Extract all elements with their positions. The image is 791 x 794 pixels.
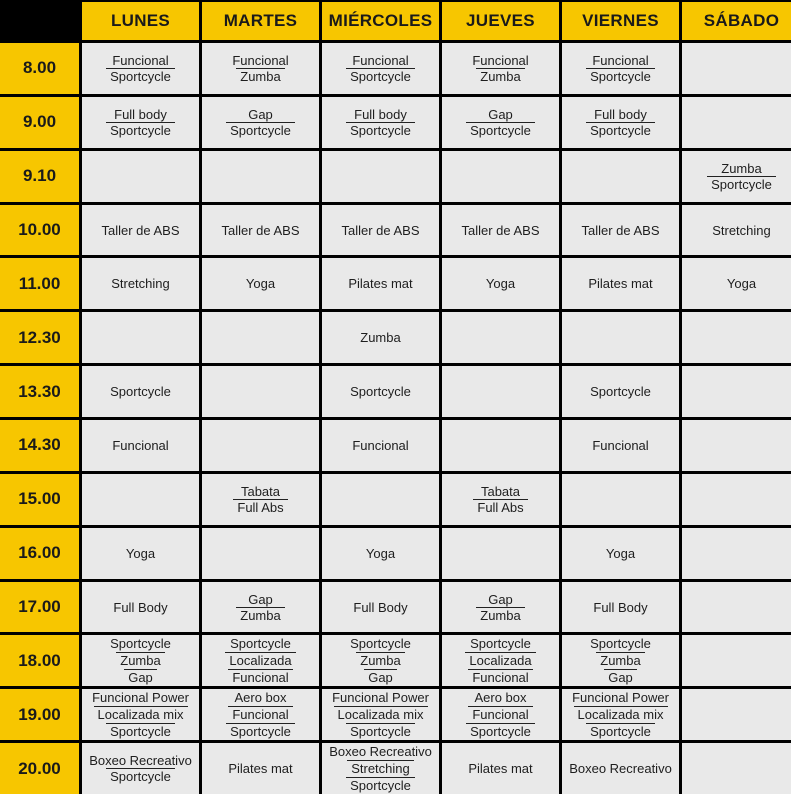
schedule-cell	[682, 205, 791, 256]
day-header-miercoles: MIÉRCOLES	[322, 2, 439, 40]
time-slot-label: 14.30	[0, 420, 79, 471]
class-name: Full Abs	[233, 499, 287, 515]
class-name: Taller de ABS	[101, 222, 180, 238]
class-name: Tabata	[240, 483, 281, 499]
class-name: Gap	[124, 669, 157, 686]
schedule-cell	[562, 635, 679, 686]
class-name: Full Body	[593, 599, 648, 615]
time-slot-label: 12.30	[0, 312, 79, 363]
schedule-cell	[442, 43, 559, 94]
schedule-cell	[202, 97, 319, 148]
schedule-cell	[682, 258, 791, 309]
class-name: Zumba	[236, 68, 284, 84]
schedule-cell-empty	[682, 312, 791, 363]
class-name: Sportcycle	[466, 122, 535, 138]
class-name: Funcional	[352, 52, 409, 68]
day-header-viernes: VIERNES	[562, 2, 679, 40]
schedule-cell	[202, 743, 319, 794]
time-slot-label: 19.00	[0, 689, 79, 740]
class-name: Sportcycle	[586, 68, 655, 84]
schedule-cell	[82, 528, 199, 579]
class-name: Pilates mat	[468, 761, 533, 777]
schedule-cell	[562, 420, 679, 471]
schedule-cell	[442, 743, 559, 794]
schedule-cell-empty	[82, 312, 199, 363]
schedule-cell-empty	[202, 366, 319, 417]
time-slot-label: 18.00	[0, 635, 79, 686]
class-name: Full body	[114, 106, 167, 122]
class-name: Gap	[488, 591, 513, 607]
schedule-cell	[562, 528, 679, 579]
schedule-cell	[562, 582, 679, 633]
class-name: Funcional	[592, 437, 649, 453]
class-name: Boxeo Recreativo	[89, 753, 192, 769]
schedule-cell-empty	[682, 474, 791, 525]
class-name: Zumba	[360, 330, 401, 346]
class-name: Zumba	[356, 652, 404, 669]
schedule-cell	[442, 582, 559, 633]
class-name: Sportcycle	[106, 122, 175, 138]
schedule-cell	[442, 474, 559, 525]
class-name: Zumba	[236, 607, 284, 623]
class-name: Funcional	[468, 669, 532, 686]
class-name: Localizada	[225, 652, 295, 669]
class-name: Boxeo Recreativo	[569, 761, 672, 777]
class-name: Sportcycle	[586, 723, 655, 740]
schedule-cell	[322, 43, 439, 94]
class-name: Zumba	[721, 160, 762, 176]
schedule-cell-empty	[682, 635, 791, 686]
schedule-cell-empty	[682, 97, 791, 148]
schedule-cell-empty	[442, 528, 559, 579]
schedule-cell	[442, 689, 559, 740]
schedule-cell	[82, 743, 199, 794]
class-name: Localizada mix	[574, 706, 668, 723]
class-name: Stretching	[111, 276, 170, 292]
schedule-cell	[322, 366, 439, 417]
class-name: Sportcycle	[106, 68, 175, 84]
class-name: Sportcycle	[106, 723, 175, 740]
class-name: Sportcycle	[110, 635, 171, 651]
class-name: Yoga	[125, 545, 156, 561]
schedule-cell	[82, 420, 199, 471]
schedule-cell-empty	[682, 582, 791, 633]
schedule-cell-empty	[202, 312, 319, 363]
class-name: Funcional	[232, 52, 289, 68]
schedule-cell-empty	[202, 420, 319, 471]
schedule-cell	[202, 689, 319, 740]
schedule-cell	[82, 366, 199, 417]
time-slot-label: 13.30	[0, 366, 79, 417]
schedule-cell-empty	[82, 474, 199, 525]
class-name: Full body	[594, 106, 647, 122]
time-slot-label: 9.00	[0, 97, 79, 148]
schedule-cell	[82, 582, 199, 633]
schedule-cell	[442, 258, 559, 309]
class-name: Sportcycle	[346, 68, 415, 84]
schedule-cell	[82, 689, 199, 740]
class-name: Sportcycle	[346, 777, 415, 794]
schedule-cell	[442, 205, 559, 256]
class-name: Zumba	[596, 652, 644, 669]
schedule-cell	[562, 743, 679, 794]
class-name: Yoga	[245, 276, 276, 292]
class-name: Sportcycle	[110, 384, 171, 400]
schedule-cell-empty	[562, 151, 679, 202]
class-name: Pilates mat	[228, 761, 293, 777]
schedule-cell-empty	[682, 743, 791, 794]
schedule-cell-empty	[202, 151, 319, 202]
day-header-martes: MARTES	[202, 2, 319, 40]
class-name: Sportcycle	[466, 723, 535, 740]
class-name: Localizada mix	[334, 706, 428, 723]
day-header-jueves: JUEVES	[442, 2, 559, 40]
class-name: Sportcycle	[470, 635, 531, 651]
schedule-cell-empty	[682, 528, 791, 579]
class-name: Sportcycle	[106, 768, 175, 784]
class-name: Gap	[248, 591, 273, 607]
class-name: Sportcycle	[226, 122, 295, 138]
class-name: Full body	[354, 106, 407, 122]
class-name: Taller de ABS	[581, 222, 660, 238]
class-name: Gap	[488, 106, 513, 122]
schedule-cell-empty	[322, 151, 439, 202]
schedule-cell	[322, 97, 439, 148]
schedule-cell-empty	[562, 474, 679, 525]
schedule-cell	[82, 43, 199, 94]
schedule-cell	[562, 258, 679, 309]
class-name: Funcional Power	[572, 689, 669, 705]
schedule-cell	[202, 205, 319, 256]
schedule-cell	[562, 97, 679, 148]
schedule-cell-empty	[682, 420, 791, 471]
class-name: Sportcycle	[590, 635, 651, 651]
schedule-cell	[322, 420, 439, 471]
class-name: Yoga	[485, 276, 516, 292]
class-name: Sportcycle	[230, 635, 291, 651]
class-name: Sportcycle	[350, 635, 411, 651]
schedule-cell	[202, 635, 319, 686]
time-slot-label: 9.10	[0, 151, 79, 202]
class-name: Taller de ABS	[461, 222, 540, 238]
schedule-cell-empty	[442, 151, 559, 202]
time-slot-label: 11.00	[0, 258, 79, 309]
class-name: Stretching	[712, 222, 771, 238]
class-name: Funcional	[228, 669, 292, 686]
class-name: Sportcycle	[586, 122, 655, 138]
class-name: Pilates mat	[588, 276, 653, 292]
class-name: Zumba	[116, 652, 164, 669]
schedule-cell	[682, 151, 791, 202]
schedule-cell	[562, 366, 679, 417]
schedule-cell	[562, 205, 679, 256]
schedule-cell-empty	[82, 151, 199, 202]
schedule-cell	[322, 582, 439, 633]
schedule-cell	[442, 97, 559, 148]
time-slot-label: 15.00	[0, 474, 79, 525]
schedule-cell-empty	[442, 366, 559, 417]
time-slot-label: 8.00	[0, 43, 79, 94]
class-name: Tabata	[480, 483, 521, 499]
class-name: Boxeo Recreativo	[329, 743, 432, 759]
time-slot-label: 16.00	[0, 528, 79, 579]
class-name: Funcional	[592, 52, 649, 68]
schedule-cell	[202, 582, 319, 633]
class-name: Yoga	[365, 545, 396, 561]
class-name: Zumba	[476, 607, 524, 623]
class-name: Localizada mix	[94, 706, 188, 723]
class-name: Funcional	[472, 52, 529, 68]
class-name: Sportcycle	[590, 384, 651, 400]
class-name: Sportcycle	[226, 723, 295, 740]
class-name: Funcional	[112, 437, 169, 453]
schedule-cell-empty	[202, 528, 319, 579]
class-name: Funcional Power	[92, 689, 189, 705]
schedule-cell	[322, 312, 439, 363]
class-name: Gap	[364, 669, 397, 686]
day-header-lunes: LUNES	[82, 2, 199, 40]
class-name: Funcional	[468, 706, 532, 723]
schedule-cell	[322, 258, 439, 309]
schedule-cell-empty	[682, 689, 791, 740]
schedule-cell	[442, 635, 559, 686]
schedule-cell	[82, 258, 199, 309]
class-name: Sportcycle	[346, 122, 415, 138]
time-slot-label: 20.00	[0, 743, 79, 794]
class-name: Yoga	[726, 276, 757, 292]
schedule-cell-empty	[442, 312, 559, 363]
class-name: Full Body	[113, 599, 168, 615]
class-name: Gap	[248, 106, 273, 122]
class-name: Zumba	[476, 68, 524, 84]
schedule-cell-empty	[442, 420, 559, 471]
time-slot-label: 10.00	[0, 205, 79, 256]
class-name: Funcional	[112, 52, 169, 68]
class-name: Sportcycle	[707, 176, 776, 192]
schedule-cell-empty	[322, 474, 439, 525]
schedule-cell	[322, 205, 439, 256]
class-name: Full Body	[353, 599, 408, 615]
class-name: Sportcycle	[346, 723, 415, 740]
class-name: Taller de ABS	[341, 222, 420, 238]
class-name: Funcional	[228, 706, 292, 723]
class-name: Aero box	[234, 689, 287, 705]
class-name: Taller de ABS	[221, 222, 300, 238]
day-header-sabado: SÁBADO	[682, 2, 791, 40]
schedule-cell	[202, 474, 319, 525]
schedule-cell	[562, 689, 679, 740]
class-name: Aero box	[474, 689, 527, 705]
class-name: Yoga	[605, 545, 636, 561]
class-name: Funcional	[352, 437, 409, 453]
time-slot-label: 17.00	[0, 582, 79, 633]
schedule-cell	[82, 205, 199, 256]
class-name: Funcional Power	[332, 689, 429, 705]
class-name: Full Abs	[473, 499, 527, 515]
schedule-cell	[322, 635, 439, 686]
schedule-cell-empty	[682, 366, 791, 417]
schedule-cell	[562, 43, 679, 94]
schedule-cell	[82, 97, 199, 148]
schedule-cell-empty	[682, 43, 791, 94]
schedule-cell	[82, 635, 199, 686]
class-name: Sportcycle	[350, 384, 411, 400]
class-name: Localizada	[465, 652, 535, 669]
class-name: Gap	[604, 669, 637, 686]
class-name: Pilates mat	[348, 276, 413, 292]
schedule-cell	[322, 528, 439, 579]
schedule-cell	[322, 743, 439, 794]
schedule-cell-empty	[562, 312, 679, 363]
corner-blank	[0, 2, 79, 40]
schedule-cell	[202, 43, 319, 94]
schedule-cell	[202, 258, 319, 309]
class-name: Stretching	[347, 760, 414, 777]
schedule-cell	[322, 689, 439, 740]
